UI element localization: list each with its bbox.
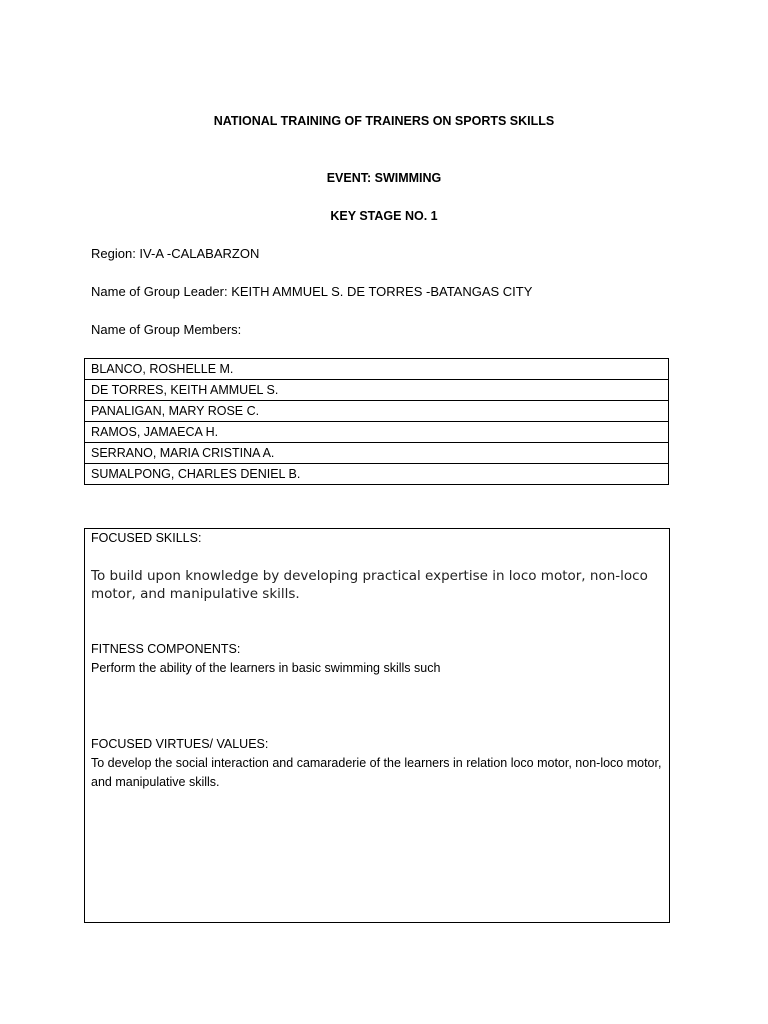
focus-details-box [84,528,670,923]
focused-virtues-text: To develop the social interaction and camaraderie of the learners in relation loco motor, non-loco motor, and manipulative skills. [91,756,662,789]
focused-skills-text: To build upon knowledge by developing practical expertise in loco motor, non-loco motor, and manipulative skills. [91,568,648,602]
member-name: BLANCO, ROSHELLE M. [85,359,669,380]
member-name: PANALIGAN, MARY ROSE C. [85,401,669,422]
table-row [85,422,669,443]
event-heading: EVENT: SWIMMING [326,171,442,185]
fitness-components-text: Perform the ability of the learners in basic swimming skills such [91,661,441,675]
member-name: SUMALPONG, CHARLES DENIEL B. [85,464,669,485]
key-stage-heading: KEY STAGE NO. 1 [330,209,438,223]
document-title: NATIONAL TRAINING OF TRAINERS ON SPORTS SKILLS [213,114,555,128]
table-row [85,359,669,380]
fitness-components-label: FITNESS COMPONENTS: [91,642,241,656]
focused-skills-label: FOCUSED SKILLS: [91,531,202,545]
group-leader-line: Name of Group Leader: KEITH AMMUEL S. DE TORRES -BATANGAS CITY [91,284,533,299]
table-row [85,464,669,485]
table-row [85,380,669,401]
group-members-table [84,358,669,485]
member-name: SERRANO, MARIA CRISTINA A. [85,443,669,464]
table-row [85,401,669,422]
focused-virtues-label: FOCUSED VIRTUES/ VALUES: [91,737,269,751]
group-members-label: Name of Group Members: [91,322,242,337]
member-name: DE TORRES, KEITH AMMUEL S. [85,380,669,401]
region-line: Region: IV-A -CALABARZON [91,246,260,261]
table-row [85,443,669,464]
member-name: RAMOS, JAMAECA H. [85,422,669,443]
